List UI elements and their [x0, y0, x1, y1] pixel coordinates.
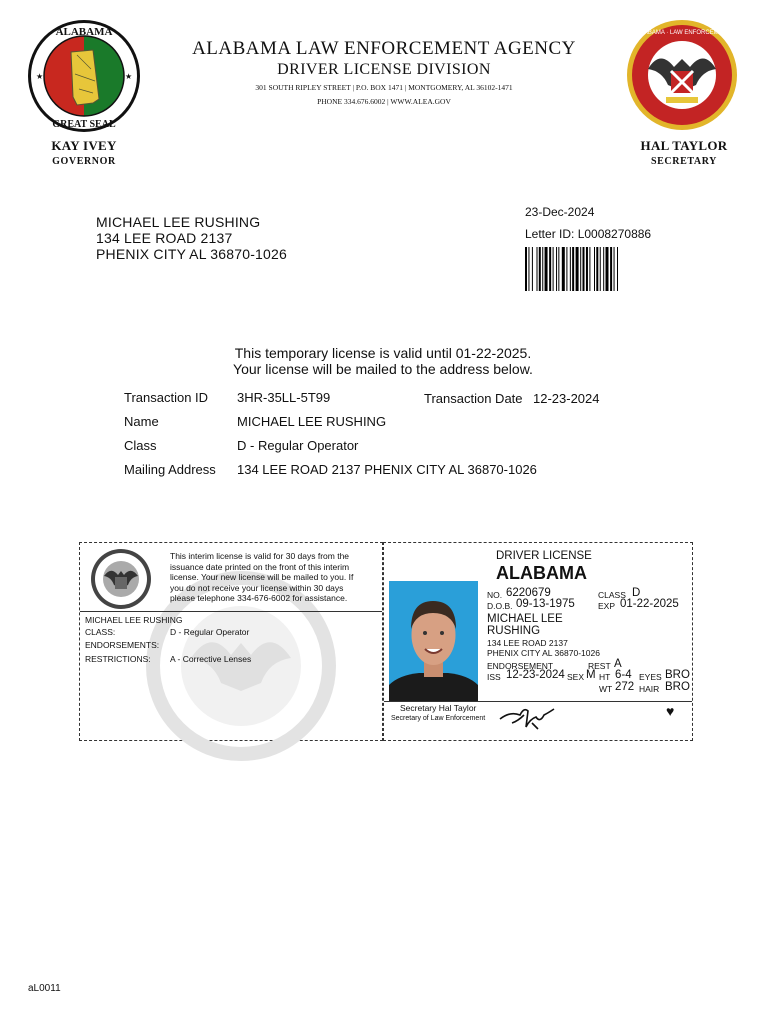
recipient-city: PHENIX CITY AL 36870-1026	[96, 246, 287, 262]
license-wt-label: WT	[599, 684, 613, 694]
barcode-bar	[549, 247, 551, 291]
agency-address: 301 SOUTH RIPLEY STREET | P.O. BOX 1471 | MONTGOMERY, AL 36102-1471	[255, 83, 513, 92]
secretary-title: SECRETARY	[651, 156, 717, 167]
letter-date: 23-Dec-2024	[525, 205, 595, 219]
license-rest-label: REST	[588, 661, 611, 671]
license-state: ALABAMA	[496, 563, 587, 583]
mailing-address-value: 134 LEE ROAD 2137 PHENIX CITY AL 36870-1026	[237, 462, 537, 477]
license-hair-value: BRO	[665, 681, 690, 693]
barcode-bar	[606, 247, 609, 291]
signature-title: Secretary of Law Enforcement	[391, 715, 486, 722]
card-back-name: MICHAEL LEE RUSHING	[85, 615, 183, 625]
barcode-bar	[596, 247, 598, 291]
license-exp-value: 01-22-2025	[620, 598, 679, 610]
license-exp-label: EXP	[598, 601, 616, 611]
heart-icon: ♥	[666, 703, 675, 719]
agency-phone: PHONE 334.676.6002 | WWW.ALEA.GOV	[317, 97, 451, 106]
barcode-bar	[528, 247, 529, 291]
name-value: MICHAEL LEE RUSHING	[237, 414, 387, 429]
barcode-bar	[580, 247, 581, 291]
transaction-date-value: 12-23-2024	[533, 391, 600, 406]
barcode-bar	[617, 247, 618, 291]
license-heading: DRIVER LICENSE	[496, 550, 592, 562]
signature-name: Secretary Hal Taylor	[400, 703, 477, 713]
barcode	[525, 247, 660, 291]
card-back-restrictions-value: A - Corrective Lenses	[170, 654, 252, 664]
barcode-bar	[562, 247, 565, 291]
license-name-line1: MICHAEL LEE	[487, 613, 563, 625]
license-iss-label: ISS	[487, 672, 501, 682]
license-no-value: 6220679	[506, 587, 551, 599]
interim-info-text: This interim license is valid for 30 days from the issuance date printed on the front of this interim license. Your new license will be mailed to you. If you do not receive your license within 30 days please telephone 334-676-6002 for assistance.	[170, 551, 354, 603]
barcode-bar	[603, 247, 604, 291]
seal-top-text: ALABAMA	[55, 26, 113, 38]
card-back-endorsements-label: ENDORSEMENTS:	[85, 640, 160, 650]
small-alea-seal-icon	[90, 548, 152, 610]
class-label: Class	[124, 438, 157, 453]
governor-block	[14, 138, 154, 167]
card-back-class-value: D - Regular Operator	[170, 627, 250, 637]
interim-license-back	[79, 542, 383, 741]
barcode-bar	[589, 247, 590, 291]
license-photo	[389, 581, 478, 701]
form-code: aL0011	[28, 983, 61, 994]
card-divider	[80, 611, 382, 612]
license-class-value: D	[632, 587, 641, 599]
validity-notice	[200, 345, 566, 377]
license-sex-value: M	[586, 669, 596, 681]
class-value: D - Regular Operator	[237, 438, 359, 453]
barcode-bar	[572, 247, 574, 291]
license-no-label: NO.	[487, 590, 503, 600]
license-addr-line2: PHENIX CITY AL 36870-1026	[487, 648, 600, 658]
mailing-address-label: Mailing Address	[124, 462, 216, 477]
letter-meta	[525, 204, 651, 242]
seal-bottom-text: GREAT SEAL	[52, 119, 116, 130]
barcode-bar	[558, 247, 559, 291]
governor-name: KAY IVEY	[51, 138, 117, 153]
barcode-bar	[532, 247, 533, 291]
division-name: DRIVER LICENSE DIVISION	[277, 61, 491, 78]
barcode-bar	[600, 247, 601, 291]
interim-license-front	[383, 542, 693, 741]
signature-icon	[498, 701, 558, 733]
name-label: Name	[124, 414, 159, 429]
secretary-block	[614, 138, 754, 167]
transaction-date-label: Transaction Date	[424, 391, 523, 406]
license-eyes-label: EYES	[639, 672, 662, 682]
agency-name: ALABAMA LAW ENFORCEMENT AGENCY	[192, 38, 576, 59]
barcode-bar	[539, 247, 541, 291]
mailing-line: Your license will be mailed to the address below.	[233, 361, 533, 377]
barcode-bar	[586, 247, 588, 291]
card-back-class-label: CLASS:	[85, 627, 116, 637]
license-eyes-value: BRO	[665, 669, 690, 681]
barcode-bar	[525, 247, 527, 291]
letter-id: Letter ID: L0008270886	[525, 227, 652, 241]
license-name-line2: RUSHING	[487, 625, 541, 637]
governor-title: GOVERNOR	[52, 156, 116, 167]
barcode-bar	[545, 247, 548, 291]
barcode-bar	[537, 247, 538, 291]
barcode-bar	[576, 247, 579, 291]
barcode-bar	[583, 247, 585, 291]
license-sex-label: SEX	[567, 672, 585, 682]
license-dob-value: 09-13-1975	[516, 598, 575, 610]
license-rest-value: A	[614, 658, 622, 670]
license-hair-label: HAIR	[639, 684, 660, 694]
transaction-id-value: 3HR-35LL-5T99	[237, 390, 331, 405]
card-back-restrictions-label: RESTRICTIONS:	[85, 654, 151, 664]
license-addr-line1: 134 LEE ROAD 2137	[487, 638, 568, 648]
recipient-name: MICHAEL LEE RUSHING	[96, 214, 261, 230]
barcode-bar	[542, 247, 543, 291]
svg-text:★: ★	[36, 72, 44, 81]
barcode-bar	[556, 247, 557, 291]
license-iss-value: 12-23-2024	[506, 669, 565, 681]
barcode-bar	[614, 247, 615, 291]
recipient-address	[96, 214, 287, 262]
license-ht-value: 6-4	[615, 669, 632, 681]
portrait-icon	[389, 581, 478, 701]
barcode-bar	[553, 247, 554, 291]
recipient-street: 134 LEE ROAD 2137	[96, 230, 233, 246]
license-class-label: CLASS	[598, 590, 626, 600]
barcode-bar	[566, 247, 567, 291]
svg-text:★: ★	[125, 72, 133, 81]
license-dob-label: D.O.B.	[487, 601, 513, 611]
license-wt-value: 272	[615, 681, 635, 693]
license-ht-label: HT	[599, 672, 611, 682]
barcode-bar	[594, 247, 595, 291]
license-endorsement-label: ENDORSEMENT	[487, 661, 554, 671]
barcode-bar	[610, 247, 612, 291]
alea-seal	[606, 19, 758, 131]
secretary-name: HAL TAYLOR	[640, 138, 728, 153]
transaction-id-label: Transaction ID	[124, 390, 209, 405]
barcode-bar	[570, 247, 571, 291]
validity-line: This temporary license is valid until 01-22-2025.	[234, 345, 532, 361]
alea-seal-ring-text: STATE OF ALABAMA · LAW ENFORCEMENT AGENCY	[606, 30, 758, 36]
